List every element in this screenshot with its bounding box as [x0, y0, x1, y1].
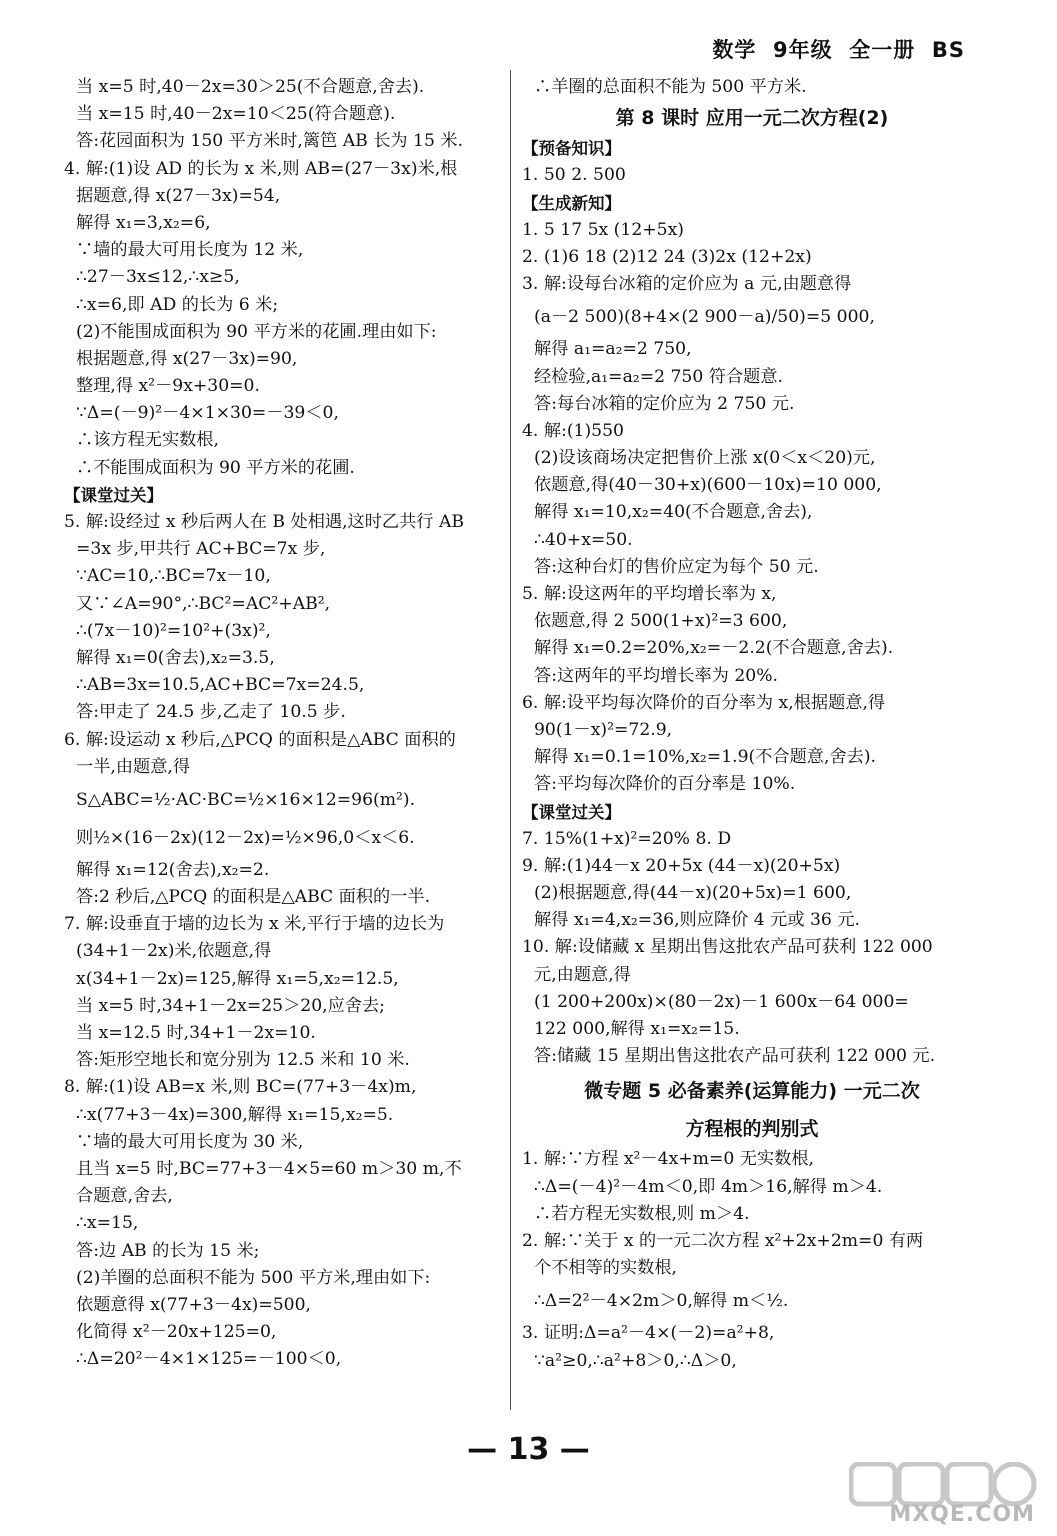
right-column-line: 解得 x₁=4,x₂=36,则应降价 4 元或 36 元. [534, 910, 860, 931]
left-column-line: ∵墙的最大可用长度为 12 米, [76, 240, 304, 261]
right-column-line: 1. 5 17 5x (12+5x) [522, 219, 684, 240]
right-column-line: 3. 证明:Δ=a²－4×(－2)=a²+8, [522, 1323, 775, 1344]
page-header: 数学 9年级 全一册 BS [712, 38, 965, 62]
right-column-line: 1. 50 2. 500 [522, 165, 626, 186]
left-column-line: 当 x=5 时,40－2x=30＞25(不合题意,舍去). [76, 77, 425, 97]
right-column-line: 解得 x₁=10,x₂=40(不合题意,舍去), [534, 502, 813, 523]
left-column-line: ∴该方程无实数根, [76, 430, 219, 451]
left-column-line: 依题意得 x(77+3－4x)=500, [76, 1294, 312, 1315]
right-column-line: 4. 解:(1)550 [522, 420, 624, 441]
right-column-line: 2. (1)6 18 (2)12 24 (3)2x (12+2x) [522, 246, 812, 267]
right-column-line: 方程根的判别式 [685, 1118, 819, 1141]
right-column [522, 74, 982, 1375]
right-column-line: 1. 解:∵方程 x²－4x+m=0 无实数根, [522, 1149, 814, 1170]
right-column-line: ∵a²≥0,∴a²+8＞0,∴Δ＞0, [534, 1350, 737, 1371]
left-column-line: ∴Δ=20²－4×1×125=－100＜0, [76, 1349, 342, 1370]
right-column-line: 答:每台冰箱的定价应为 2 750 元. [534, 393, 795, 414]
left-column-line: ∴(7x－10)²=10²+(3x)², [76, 620, 271, 641]
left-column-line: ∴x(77+3－4x)=300,解得 x₁=15,x₂=5. [76, 1104, 394, 1125]
right-column-line: 【生成新知】 [522, 193, 621, 213]
right-column-line: 依题意,得 2 500(1+x)²=3 600, [534, 611, 788, 632]
right-column-line: 6. 解:设平均每次降价的百分率为 x,根据题意,得 [522, 692, 886, 713]
left-column-line: ∵Δ=(－9)²－4×1×30=－39＜0, [76, 403, 339, 424]
left-column-line: ∵墙的最大可用长度为 30 米, [76, 1131, 304, 1152]
right-column-line: 5. 解:设这两年的平均增长率为 x, [522, 584, 777, 604]
left-column-line: 根据题意,得 x(27－3x)=90, [76, 348, 298, 369]
left-column-line: (2)不能围成面积为 90 平方米的花圃.理由如下: [76, 321, 437, 342]
right-column-line: 答:这两年的平均增长率为 20%. [534, 665, 778, 686]
right-column-line: 答:这种台灯的售价应定为每个 50 元. [534, 556, 819, 577]
left-column-line: 当 x=5 时,34+1－2x=25＞20,应舍去; [76, 995, 385, 1016]
right-column-line: 7. 15%(1+x)²=20% 8. D [522, 828, 732, 849]
left-column-line: 合题意,舍去, [76, 1186, 173, 1207]
right-column-line: 个不相等的实数根, [534, 1258, 677, 1279]
right-column-line: 解得 x₁=0.2=20%,x₂=－2.2(不合题意,舍去). [534, 638, 894, 659]
right-column-line: (2)设该商场决定把售价上涨 x(0＜x＜20)元, [534, 448, 876, 469]
left-column-line: 一半,由题意,得 [76, 756, 191, 777]
right-column-line: 第 8 课时 应用一元二次方程(2) [615, 107, 889, 130]
left-column-line: 答:边 AB 的长为 15 米; [76, 1240, 260, 1261]
right-column-line: ∴Δ=2²－4×2m＞0,解得 m＜½. [534, 1291, 789, 1312]
left-column-line: x(34+1－2x)=125,解得 x₁=5,x₂=12.5, [76, 968, 399, 989]
right-column-line: 答:储藏 15 星期出售这批农产品可获利 122 000 元. [534, 1046, 936, 1067]
left-column-line: 【课堂过关】 [64, 485, 163, 505]
left-column-line: ∴x=15, [76, 1213, 139, 1234]
right-column-line: 10. 解:设储藏 x 星期出售这批农产品可获利 122 000 [522, 937, 933, 958]
left-column-line: 据题意,得 x(27－3x)=54, [76, 185, 281, 206]
left-column-line: 答:花园面积为 150 平方米时,篱笆 AB 长为 15 米. [76, 131, 464, 152]
left-column-line: 6. 解:设运动 x 秒后,△PCQ 的面积是△ABC 面积的 [64, 729, 456, 750]
right-column-line: 2. 解:∵关于 x 的一元二次方程 x²+2x+2m=0 有两 [522, 1230, 924, 1251]
left-column-line: ∴不能围成面积为 90 平方米的花圃. [76, 457, 355, 478]
left-column-line: 解得 x₁=0(舍去),x₂=3.5, [76, 647, 275, 668]
left-column-line: ∴27－3x≤12,∴x≥5, [76, 267, 240, 288]
page-number: — 13 — [467, 1432, 590, 1467]
left-column-line: ∴AB=3x=10.5,AC+BC=7x=24.5, [76, 675, 365, 696]
right-column-line: 微专题 5 必备素养(运算能力) 一元二次 [584, 1080, 920, 1103]
right-column-line: 【预备知识】 [522, 139, 621, 159]
right-column-line: ∴羊圈的总面积不能为 500 平方米. [534, 77, 807, 97]
right-column-line: 90(1－x)²=72.9, [534, 719, 673, 740]
left-column-line: 答:甲走了 24.5 步,乙走了 10.5 步. [76, 702, 346, 723]
left-column-line: ∵AC=10,∴BC=7x－10, [76, 566, 271, 587]
right-column-line: 3. 解:设每台冰箱的定价应为 a 元,由题意得 [522, 274, 852, 295]
right-column-line: 9. 解:(1)44－x 20+5x (44－x)(20+5x) [522, 855, 841, 876]
left-column-line: 且当 x=5 时,BC=77+3－4×5=60 m＞30 m,不 [76, 1158, 462, 1179]
right-column-line: ∴Δ=(－4)²－4m＜0,即 4m＞16,解得 m＞4. [534, 1176, 883, 1197]
left-column-line: =3x 步,甲共行 AC+BC=7x 步, [76, 539, 326, 560]
left-column-line: 解得 x₁=12(舍去),x₂=2. [76, 859, 270, 880]
left-column-line: 8. 解:(1)设 AB=x 米,则 BC=(77+3－4x)m, [64, 1077, 417, 1098]
left-column-line: 解得 x₁=3,x₂=6, [76, 212, 211, 233]
right-column-line: 元,由题意,得 [534, 964, 631, 985]
left-column-line: 4. 解:(1)设 AD 的长为 x 米,则 AB=(27－3x)米,根 [64, 158, 458, 179]
left-column-line: 当 x=15 时,40－2x=10＜25(符合题意). [76, 104, 396, 125]
right-column-line: 【课堂过关】 [522, 802, 621, 822]
right-column-line: 答:平均每次降价的百分率是 10%. [534, 774, 796, 795]
left-column [64, 74, 504, 1373]
right-column-line: 解得 x₁=0.1=10%,x₂=1.9(不合题意,舍去). [534, 747, 877, 768]
left-column-line: 7. 解:设垂直于墙的边长为 x 米,平行于墙的边长为 [64, 914, 445, 935]
right-column-line: (1 200+200x)×(80－2x)－1 600x－64 000= [534, 991, 909, 1012]
right-column-line: 解得 a₁=a₂=2 750, [534, 339, 692, 360]
left-column-line: 答:2 秒后,△PCQ 的面积是△ABC 面积的一半. [76, 887, 431, 908]
watermark-text: MXQE.COM [889, 1502, 1035, 1527]
left-column-line: ∴x=6,即 AD 的长为 6 米; [76, 294, 279, 315]
left-column-line: 则½×(16－2x)(12－2x)=½×96,0＜x＜6. [76, 827, 415, 848]
left-column-line: 5. 解:设经过 x 秒后两人在 B 处相遇,这时乙共行 AB [64, 512, 464, 532]
left-column-line: 又∵∠A=90°,∴BC²=AC²+AB², [76, 593, 331, 614]
left-column-line: (34+1－2x)米,依题意,得 [76, 941, 272, 962]
right-column-line: 经检验,a₁=a₂=2 750 符合题意. [534, 366, 783, 387]
column-divider [510, 70, 511, 1410]
right-column-line: (a－2 500)(8+4×(2 900－a)/50)=5 000, [534, 307, 875, 328]
left-column-line: 当 x=12.5 时,34+1－2x=10. [76, 1023, 316, 1043]
right-column-line: 122 000,解得 x₁=x₂=15. [534, 1019, 740, 1039]
left-column-line: 化简得 x²－20x+125=0, [76, 1322, 277, 1343]
left-column-line: 整理,得 x²－9x+30=0. [76, 376, 260, 397]
left-column-line: S△ABC=½·AC·BC=½×16×12=96(m²). [76, 789, 416, 810]
left-column-line: 答:矩形空地长和宽分别为 12.5 米和 10 米. [76, 1050, 410, 1071]
left-column-line: (2)羊圈的总面积不能为 500 平方米,理由如下: [76, 1267, 431, 1288]
right-column-line: (2)根据题意,得(44－x)(20+5x)=1 600, [534, 883, 852, 904]
right-column-line: ∴若方程无实数根,则 m＞4. [534, 1203, 750, 1224]
right-column-line: ∴40+x=50. [534, 529, 633, 550]
right-column-line: 依题意,得(40－30+x)(600－10x)=10 000, [534, 475, 882, 496]
